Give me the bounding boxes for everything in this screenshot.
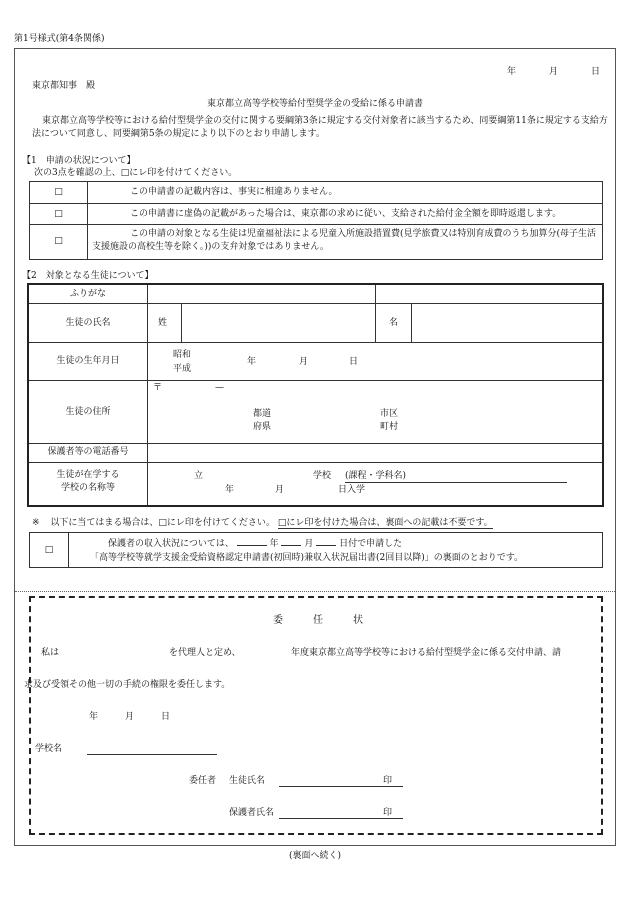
section1-check-3[interactable]: □ <box>54 236 63 246</box>
postal-dash: — <box>215 383 224 393</box>
birth-label: 生徒の生年月日 <box>56 356 120 366</box>
city-1: 市区 <box>380 409 399 419</box>
enroll-month: 月 <box>275 485 285 495</box>
address-label: 生徒の住所 <box>65 407 111 417</box>
section1-check-2[interactable]: □ <box>54 209 63 219</box>
income-check-box <box>29 532 603 568</box>
proxy-p1b: を代理人と定め、 <box>169 648 241 658</box>
birth-day: 日 <box>349 357 359 367</box>
proxy-p1a: 私は <box>41 648 60 658</box>
proxy-school-field[interactable] <box>87 754 217 755</box>
school-ritsu: 立 <box>194 471 204 481</box>
birth-month: 月 <box>299 357 309 367</box>
proxy-delegator: 委任者 <box>189 776 217 786</box>
proxy-date-year: 年 <box>89 712 99 722</box>
section1-heading: 【1 申請の状況について】 <box>22 156 136 166</box>
enroll-year: 年 <box>225 485 235 495</box>
prefecture-2: 府県 <box>253 422 272 432</box>
school-label-2: 学校の名称等 <box>60 483 115 493</box>
section1-check-1[interactable]: □ <box>54 187 63 197</box>
name-label: 生徒の氏名 <box>65 318 111 328</box>
proxy-date-day: 日 <box>161 712 171 722</box>
income-year: 年 <box>269 539 279 549</box>
student-table <box>27 283 604 507</box>
phone-label: 保護者等の電話番号 <box>47 447 129 457</box>
era-showa: 昭和 <box>173 350 192 360</box>
birth-year: 年 <box>247 357 257 367</box>
income-month: 月 <box>304 539 314 549</box>
date-month: 月 <box>549 67 559 77</box>
given-name-label: 名 <box>389 318 399 328</box>
surname-label: 姓 <box>158 318 168 328</box>
income-line-2: 「高等学校等就学支援金受給資格認定申請書(初回時)兼収入状況届出書(2回目以降)」の裏面のとおりです。 <box>90 553 524 563</box>
section1-instruction: 次の3点を確認の上、□にレ印を付けてください。 <box>34 168 238 178</box>
proxy-p1c: 年度東京都立高等学校等における給付型奨学金に係る交付申請、請 <box>291 648 562 658</box>
proxy-student-label: 生徒氏名 <box>229 776 266 786</box>
enroll-day: 日入学 <box>338 485 366 495</box>
income-line-1a: 保護者の収入状況については、 <box>108 539 234 549</box>
furigana-label: ふりがな <box>69 289 106 299</box>
course-field[interactable]: (課程・学科名) <box>345 470 567 483</box>
postal-mark: 〒 <box>153 383 163 393</box>
school-label-1: 生徒が在学する <box>56 470 120 480</box>
note-text-1: 以下に当てはまる場合は、□にレ印を付けてください。 <box>50 518 275 528</box>
era-heisei: 平成 <box>173 364 192 374</box>
proxy-guardian-label: 保護者氏名 <box>229 808 275 818</box>
section1-item-3: この申請の対象となる生徒は児童福祉法による児童入所施設措置費(見学旅費又は特別育成費のうち加算分(母子生活支援施設の高校生等を除く。))の支弁対象ではありません。 <box>92 229 597 252</box>
school-gakko: 学校 <box>313 471 332 481</box>
proxy-seal-2: 印 <box>383 808 393 818</box>
form-id: 第1号様式(第4条関係) <box>14 34 105 44</box>
proxy-school-label: 学校名 <box>35 744 63 754</box>
footer-continue: (裏面へ続く) <box>288 851 342 861</box>
note-mark: ※ <box>32 518 40 528</box>
income-check[interactable]: □ <box>44 545 54 555</box>
proxy-box <box>24 596 603 835</box>
section-separator <box>15 591 615 592</box>
page-title: 東京都立高等学校等給付型奨学金の受給に係る申請書 <box>206 99 423 109</box>
note-text-2: □にレ印を付けた場合は、裏面への記載は不要です。 <box>277 518 493 528</box>
prefecture-1: 都道 <box>253 409 272 419</box>
proxy-p2: 求及び受領その他一切の手続の権限を委任します。 <box>24 680 231 690</box>
note-line <box>32 517 493 529</box>
date-year: 年 <box>507 67 517 77</box>
income-line-1 <box>108 538 402 550</box>
date-day: 日 <box>591 67 601 77</box>
addressee: 東京都知事 殿 <box>32 81 96 91</box>
section1-item-2: この申請書に虚偽の記載があった場合は、東京都の求めに従い、支給された給付金全額を即時返還します。 <box>130 209 562 219</box>
proxy-title: 委 任 状 <box>273 615 363 626</box>
city-2: 町村 <box>380 422 399 432</box>
proxy-seal-1: 印 <box>383 776 393 786</box>
section1-item-1: この申請書の記載内容は、事実に相違ありません。 <box>130 187 338 197</box>
income-day: 日付で申請した <box>339 539 403 549</box>
section2-heading: 【2 対象となる生徒について】 <box>22 271 154 281</box>
proxy-date-month: 月 <box>125 712 135 722</box>
section1-table <box>29 181 603 260</box>
intro-text: 東京都立高等学校等における給付型奨学金の交付に関する要綱第3条に規定する交付対象者に該当するため、同要綱第11条に規定する支給方法について同意し、同要綱第5条の規定により以下のとおり申請します。 <box>32 116 608 139</box>
